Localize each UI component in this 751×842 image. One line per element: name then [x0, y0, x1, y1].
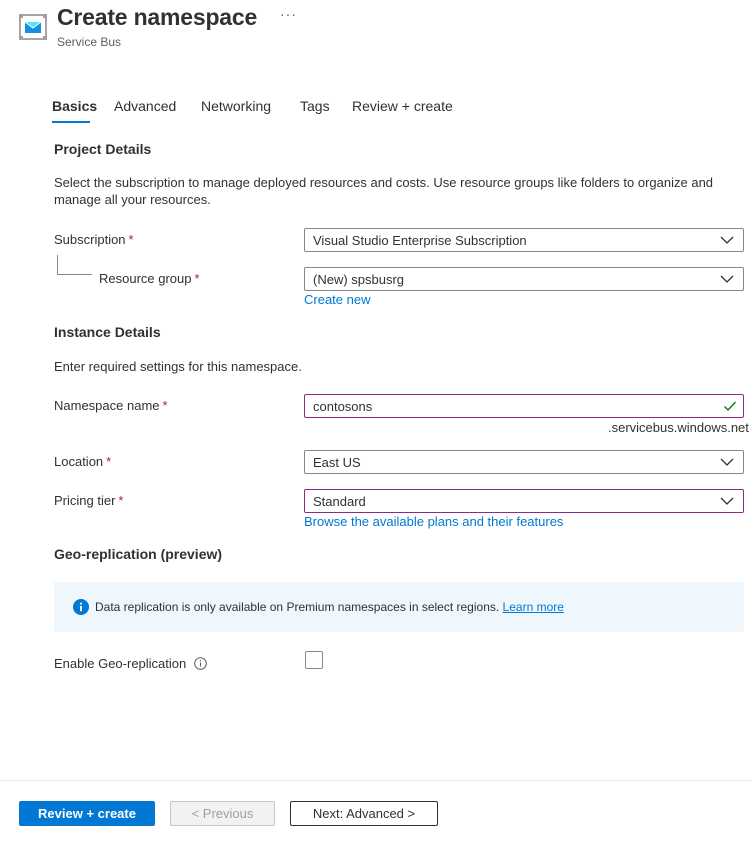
location-dropdown[interactable]	[304, 450, 744, 474]
chevron-down-icon	[720, 495, 734, 507]
info-tooltip-icon[interactable]	[194, 657, 207, 670]
resource-group-value: (New) spsbusrg	[313, 272, 405, 287]
active-tab-indicator	[52, 121, 90, 123]
service-bus-icon	[19, 14, 47, 40]
namespace-name-input[interactable]	[304, 394, 744, 418]
resource-group-dropdown[interactable]	[304, 267, 744, 291]
more-options-button[interactable]: ···	[280, 6, 297, 22]
required-marker: *	[162, 398, 168, 413]
create-new-link[interactable]: Create new	[304, 292, 371, 307]
tree-connector	[57, 255, 92, 275]
tab-review-create[interactable]: Review + create	[352, 98, 453, 114]
tab-networking[interactable]: Networking	[201, 98, 272, 114]
enable-geo-replication-checkbox[interactable]	[305, 651, 323, 669]
checkmark-icon	[723, 399, 737, 413]
location-label: Location *	[54, 454, 112, 469]
chevron-down-icon	[720, 273, 734, 285]
project-details-description: Select the subscription to manage deployed resources and costs. Use resource groups like folders to organize and manage all your resources.	[54, 175, 714, 207]
pricing-tier-label: Pricing tier *	[54, 493, 124, 508]
next-advanced-button[interactable]: Next: Advanced >	[290, 801, 438, 826]
geo-replication-heading: Geo-replication (preview)	[54, 546, 223, 562]
review-create-button[interactable]: Review + create	[19, 801, 155, 826]
required-marker: *	[194, 271, 200, 286]
learn-more-link[interactable]: Learn more	[502, 600, 564, 614]
chevron-down-icon	[720, 456, 734, 468]
tab-advanced[interactable]: Advanced	[114, 98, 177, 114]
required-marker: *	[128, 232, 134, 247]
browse-plans-link[interactable]: Browse the available plans and their features	[304, 514, 564, 529]
pricing-tier-value: Standard	[313, 494, 366, 509]
subscription-dropdown[interactable]	[304, 228, 744, 252]
chevron-down-icon	[720, 234, 734, 246]
previous-button[interactable]: < Previous	[170, 801, 275, 826]
subscription-value: Visual Studio Enterprise Subscription	[313, 233, 527, 248]
subscription-label: Subscription *	[54, 232, 134, 247]
info-banner-text: Data replication is only available on Premium namespaces in select regions. Learn more	[95, 600, 564, 614]
resource-group-label: Resource group *	[99, 271, 200, 286]
namespace-suffix: .servicebus.windows.net	[608, 420, 749, 435]
page-subtitle: Service Bus	[57, 35, 122, 49]
tab-basics[interactable]: Basics	[52, 98, 98, 114]
info-icon	[73, 599, 89, 615]
pricing-tier-dropdown[interactable]	[304, 489, 744, 513]
required-marker: *	[118, 493, 124, 508]
project-details-heading: Project Details	[54, 141, 152, 157]
location-value: East US	[313, 455, 361, 470]
namespace-name-label: Namespace name *	[54, 398, 168, 413]
instance-details-description: Enter required settings for this namespace.	[54, 359, 302, 374]
tab-tags[interactable]: Tags	[300, 98, 330, 114]
required-marker: *	[106, 454, 112, 469]
instance-details-heading: Instance Details	[54, 324, 161, 340]
enable-geo-replication-label: Enable Geo-replication	[54, 656, 187, 671]
page-title: Create namespace	[57, 4, 258, 30]
namespace-name-value: contosons	[313, 399, 373, 414]
footer-divider	[0, 780, 751, 781]
